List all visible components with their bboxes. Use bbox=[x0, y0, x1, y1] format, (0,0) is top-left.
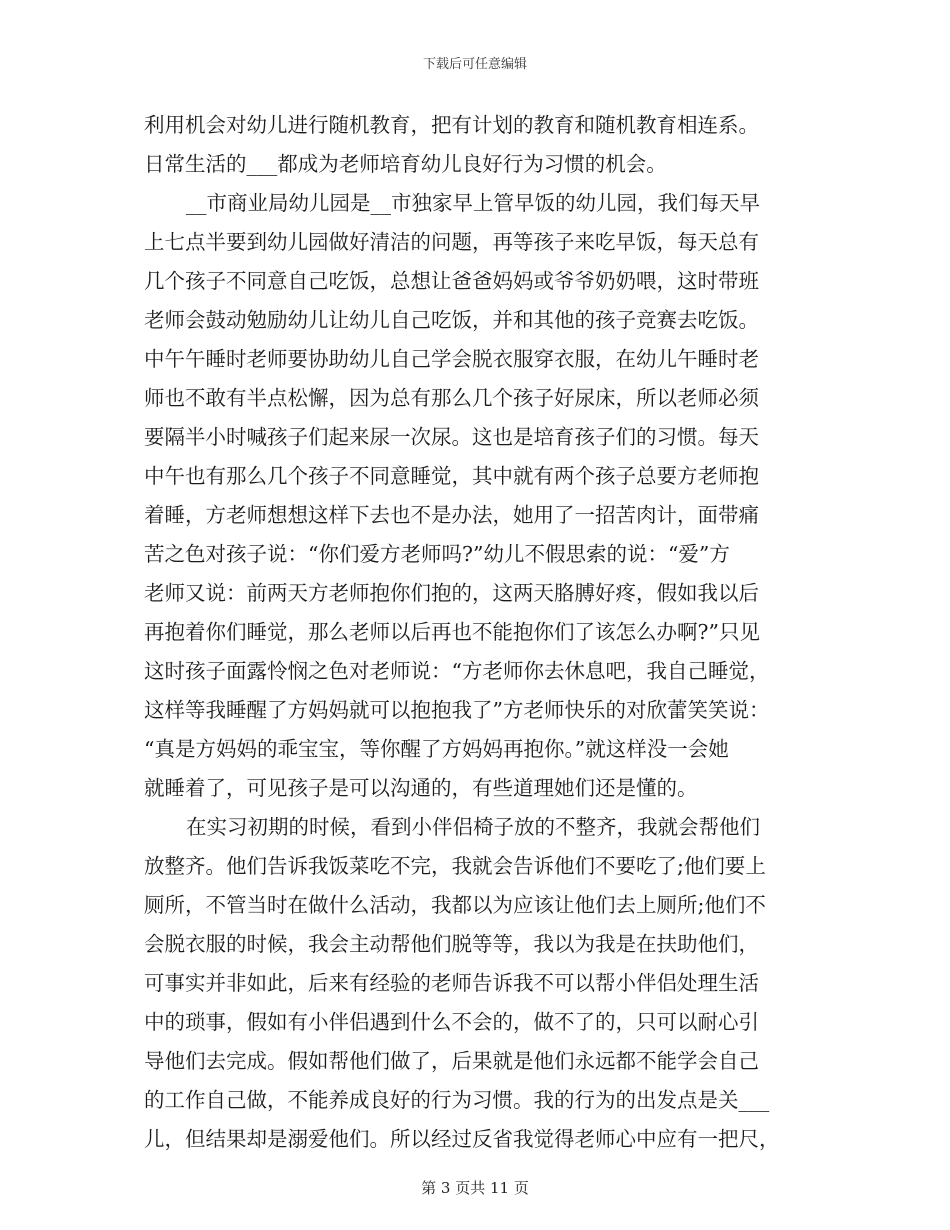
text-line: 就睡着了，可见孩子是可以沟通的，有些道理她们还是懂的。 bbox=[144, 776, 698, 800]
text-line: 师也不敢有半点松懈，因为总有那么几个孩子好尿床，所以老师必须 bbox=[144, 386, 759, 410]
text-line: 这样等我睡醒了方妈妈就可以抱抱我了”方老师快乐的对欣蕾笑笑说： bbox=[144, 698, 770, 722]
text-line: 会脱衣服的时候，我会主动帮他们脱等等，我以为我是在扶助他们， bbox=[144, 932, 759, 956]
text-line: 日常生活的___都成为老师培育幼儿良好行为习惯的机会。 bbox=[144, 152, 667, 176]
paragraph-start-line: __市商业局幼儿园是__市独家早上管早饭的幼儿园，我们每天早 bbox=[186, 191, 760, 215]
text-line: 几个孩子不同意自己吃饭，总想让爸爸妈妈或爷爷奶奶喂，这时带班 bbox=[144, 269, 759, 293]
paragraph-start-line: 在实习初期的时候，看到小伴侣椅子放的不整齐，我就会帮他们 bbox=[186, 815, 760, 839]
text-line: 中午午睡时老师要协助幼儿自己学会脱衣服穿衣服，在幼儿午睡时老 bbox=[144, 347, 759, 371]
document-body bbox=[144, 106, 806, 1159]
text-line: 导他们去完成。假如帮他们做了，后果就是他们永远都不能学会自己 bbox=[144, 1049, 759, 1073]
text-line: 要隔半小时喊孩子们起来尿一次尿。这也是培育孩子们的习惯。每天 bbox=[144, 425, 759, 449]
text-line: 中午也有那么几个孩子不同意睡觉，其中就有两个孩子总要方老师抱 bbox=[144, 464, 759, 488]
text-line: 苦之色对孩子说：“你们爱方老师吗?”幼儿不假思索的说：“爱”方 bbox=[144, 542, 730, 566]
page-footer: 第 3 页共 11 页 bbox=[421, 1179, 529, 1197]
text-line: “真是方妈妈的乖宝宝，等你醒了方妈妈再抱你。”就这样没一会她 bbox=[144, 737, 729, 761]
text-line: 放整齐。他们告诉我饭菜吃不完，我就会告诉他们不要吃了;他们要上 bbox=[144, 854, 766, 878]
text-line: 的工作自己做，不能养成良好的行为习惯。我的行为的出发点是关___ bbox=[144, 1088, 770, 1112]
page-header: 下载后可任意编辑 bbox=[422, 57, 527, 72]
text-line: 老师又说：前两天方老师抱你们抱的，这两天胳膊好疼，假如我以后 bbox=[144, 581, 759, 605]
text-line: 可事实并非如此，后来有经验的老师告诉我不可以帮小伴侣处理生活 bbox=[144, 971, 759, 995]
text-line: 儿，但结果却是溺爱他们。所以经过反省我觉得老师心中应有一把尺， bbox=[144, 1127, 780, 1151]
text-line: 着睡，方老师想想这样下去也不是办法，她用了一招苦肉计，面带痛 bbox=[144, 503, 759, 527]
text-line: 这时孩子面露怜悯之色对老师说：“方老师你去休息吧，我自己睡觉， bbox=[144, 659, 770, 683]
text-line: 中的琐事，假如有小伴侣遇到什么不会的，做不了的，只可以耐心引 bbox=[144, 1010, 759, 1034]
text-line: 利用机会对幼儿进行随机教育，把有计划的教育和随机教育相连系。 bbox=[144, 113, 759, 137]
text-line: 上七点半要到幼儿园做好清洁的问题，再等孩子来吃早饭，每天总有 bbox=[144, 230, 759, 254]
text-line: 再抱着你们睡觉，那么老师以后再也不能抱你们了该怎么办啊?”只见 bbox=[144, 620, 760, 644]
text-line: 厕所，不管当时在做什么活动，我都以为应该让他们去上厕所;他们不 bbox=[144, 893, 766, 917]
text-line: 老师会鼓动勉励幼儿让幼儿自己吃饭，并和其他的孩子竞赛去吃饭。 bbox=[144, 308, 759, 332]
